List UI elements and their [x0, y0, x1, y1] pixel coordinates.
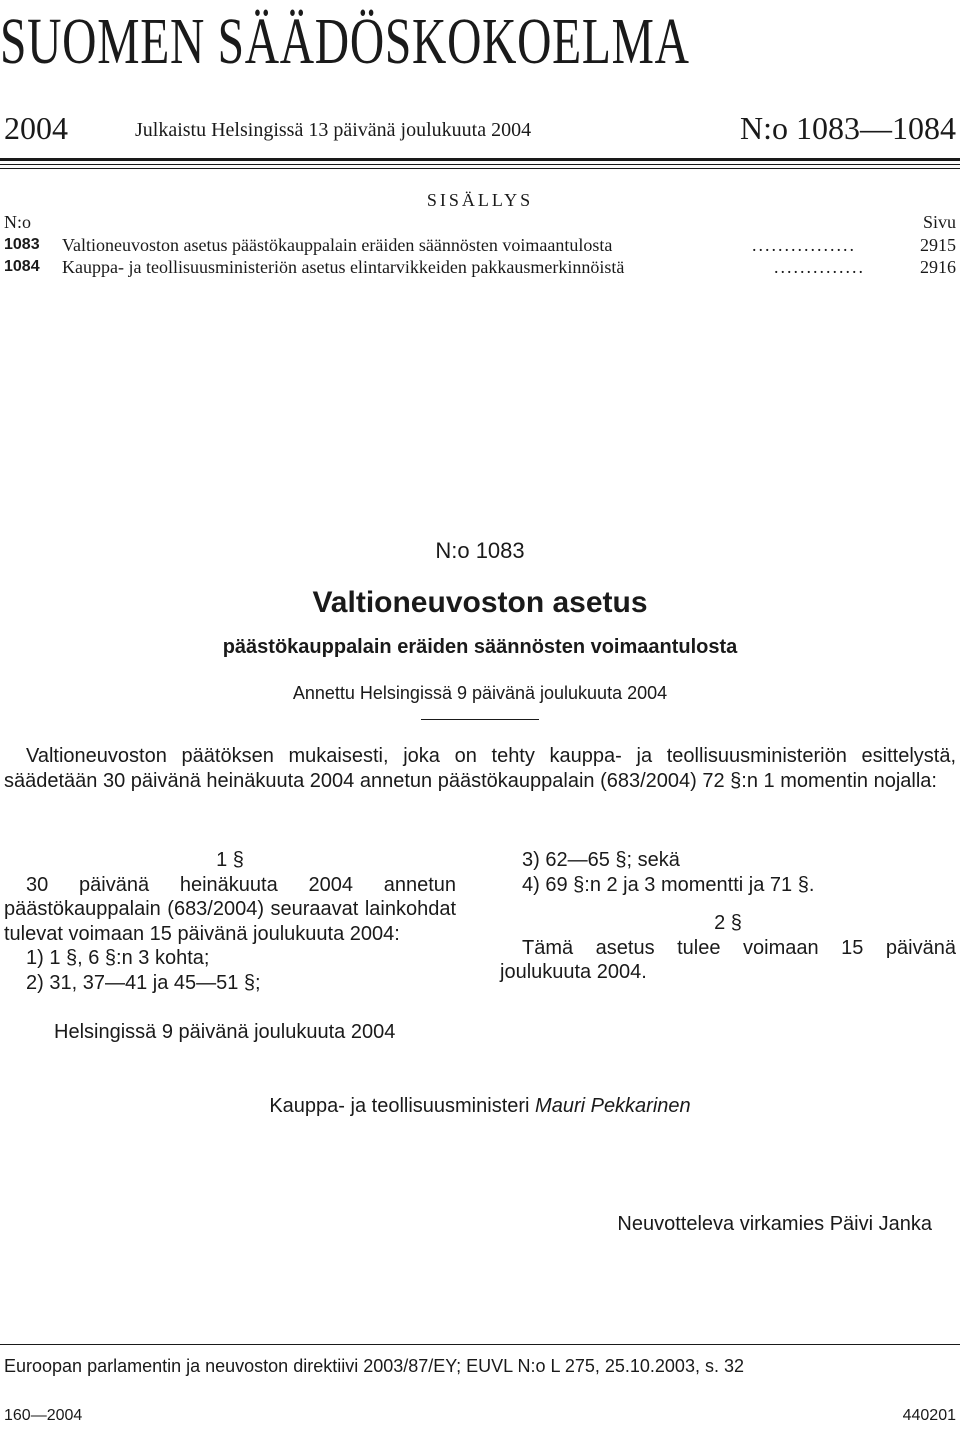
statute-title: Valtioneuvoston asetus — [312, 586, 648, 619]
section-1-item: 2) 31, 37—41 ja 45—51 §; — [26, 971, 261, 994]
toc-row-description: Valtioneuvoston asetus päästökauppalain eräiden säännösten voimaantulosta — [62, 235, 613, 255]
toc-row-number: 1083 — [4, 236, 40, 253]
footer-right-code: 440201 — [902, 1407, 956, 1424]
toc-row-description: Kauppa- ja teollisuusministeriön asetus elintarvikkeiden pakkausmerkinnöistä — [62, 257, 625, 277]
section-1-item: 1) 1 §, 6 §:n 3 kohta; — [26, 947, 210, 969]
toc-row-leader: ................ — [752, 235, 856, 255]
statute-preamble: Valtioneuvoston päätöksen mukaisesti, joka on tehty kauppa- ja teollisuusministeriön esittelystä, säädetään 30 päivänä heinäkuuta 2004 annetun päästökauppalain (683/2004) 72 §:n 1 momentin nojalla: — [4, 745, 956, 792]
toc-row[interactable] — [4, 234, 956, 256]
toc-heading: SISÄLLYS — [426, 190, 534, 210]
statute-number: N:o 1083 — [435, 538, 525, 563]
toc-row[interactable] — [4, 256, 956, 278]
masthead-rule-thin-2 — [0, 168, 960, 169]
toc-row-page: 2915 — [920, 235, 956, 255]
section-1-heading: 1 § — [216, 849, 244, 871]
footnote: Euroopan parlamentin ja neuvoston direktiivi 2003/87/EY; EUVL N:o L 275, 25.10.2003, s. 32 — [4, 1356, 744, 1376]
heading-divider — [421, 719, 539, 720]
issue-year: 2004 — [4, 110, 68, 146]
minister-signature — [0, 1094, 960, 1119]
section-1-text: 30 päivänä heinäkuuta 2004 annetun päästökauppalain (683/2004) seuraavat lainkohdat tulevat voimaan 15 päivänä joulukuuta 2004: — [4, 873, 456, 945]
toc-col-number-label: N:o — [4, 212, 31, 232]
issue-line — [0, 108, 960, 148]
minister-name: Mauri Pekkarinen — [535, 1095, 691, 1117]
toc-column-labels — [4, 212, 956, 234]
toc-col-page-label: Sivu — [922, 212, 956, 232]
masthead-rule-thin-1 — [0, 164, 960, 165]
publication-date: Julkaistu Helsingissä 13 päivänä joulukuuta 2004 — [135, 119, 532, 141]
section-1-item: 3) 62—65 §; sekä — [522, 849, 680, 871]
toc-row-leader: .............. — [774, 257, 865, 277]
section-1-continued — [500, 848, 956, 985]
statute-given-date: Annettu Helsingissä 9 päivänä joulukuuta 2004 — [292, 683, 668, 703]
signing-place-date: Helsingissä 9 päivänä joulukuuta 2004 — [54, 1021, 396, 1043]
footer-left-code: 160—2004 — [4, 1407, 83, 1424]
toc-row-number: 1084 — [4, 258, 40, 275]
toc-row-page: 2916 — [920, 257, 956, 277]
footnote-rule — [0, 1344, 960, 1345]
section-2-heading: 2 § — [714, 912, 742, 934]
statute-subtitle: päästökauppalain eräiden säännösten voimaantulosta — [222, 636, 738, 658]
issue-number: N:o 1083—1084 — [740, 110, 956, 146]
section-2-text: Tämä asetus tulee voimaan 15 päivänä joulukuuta 2004. — [500, 936, 956, 983]
masthead-rule-thick — [0, 158, 960, 161]
section-1-item: 4) 69 §:n 2 ja 3 momentti ja 71 §. — [522, 873, 815, 896]
section-1 — [4, 848, 456, 995]
publication-title: SUOMEN SÄÄDÖSKOKOELMA — [0, 5, 690, 78]
minister-title: Kauppa- ja teollisuusministeri — [269, 1095, 536, 1117]
official-signature: Neuvotteleva virkamies Päivi Janka — [617, 1213, 932, 1235]
